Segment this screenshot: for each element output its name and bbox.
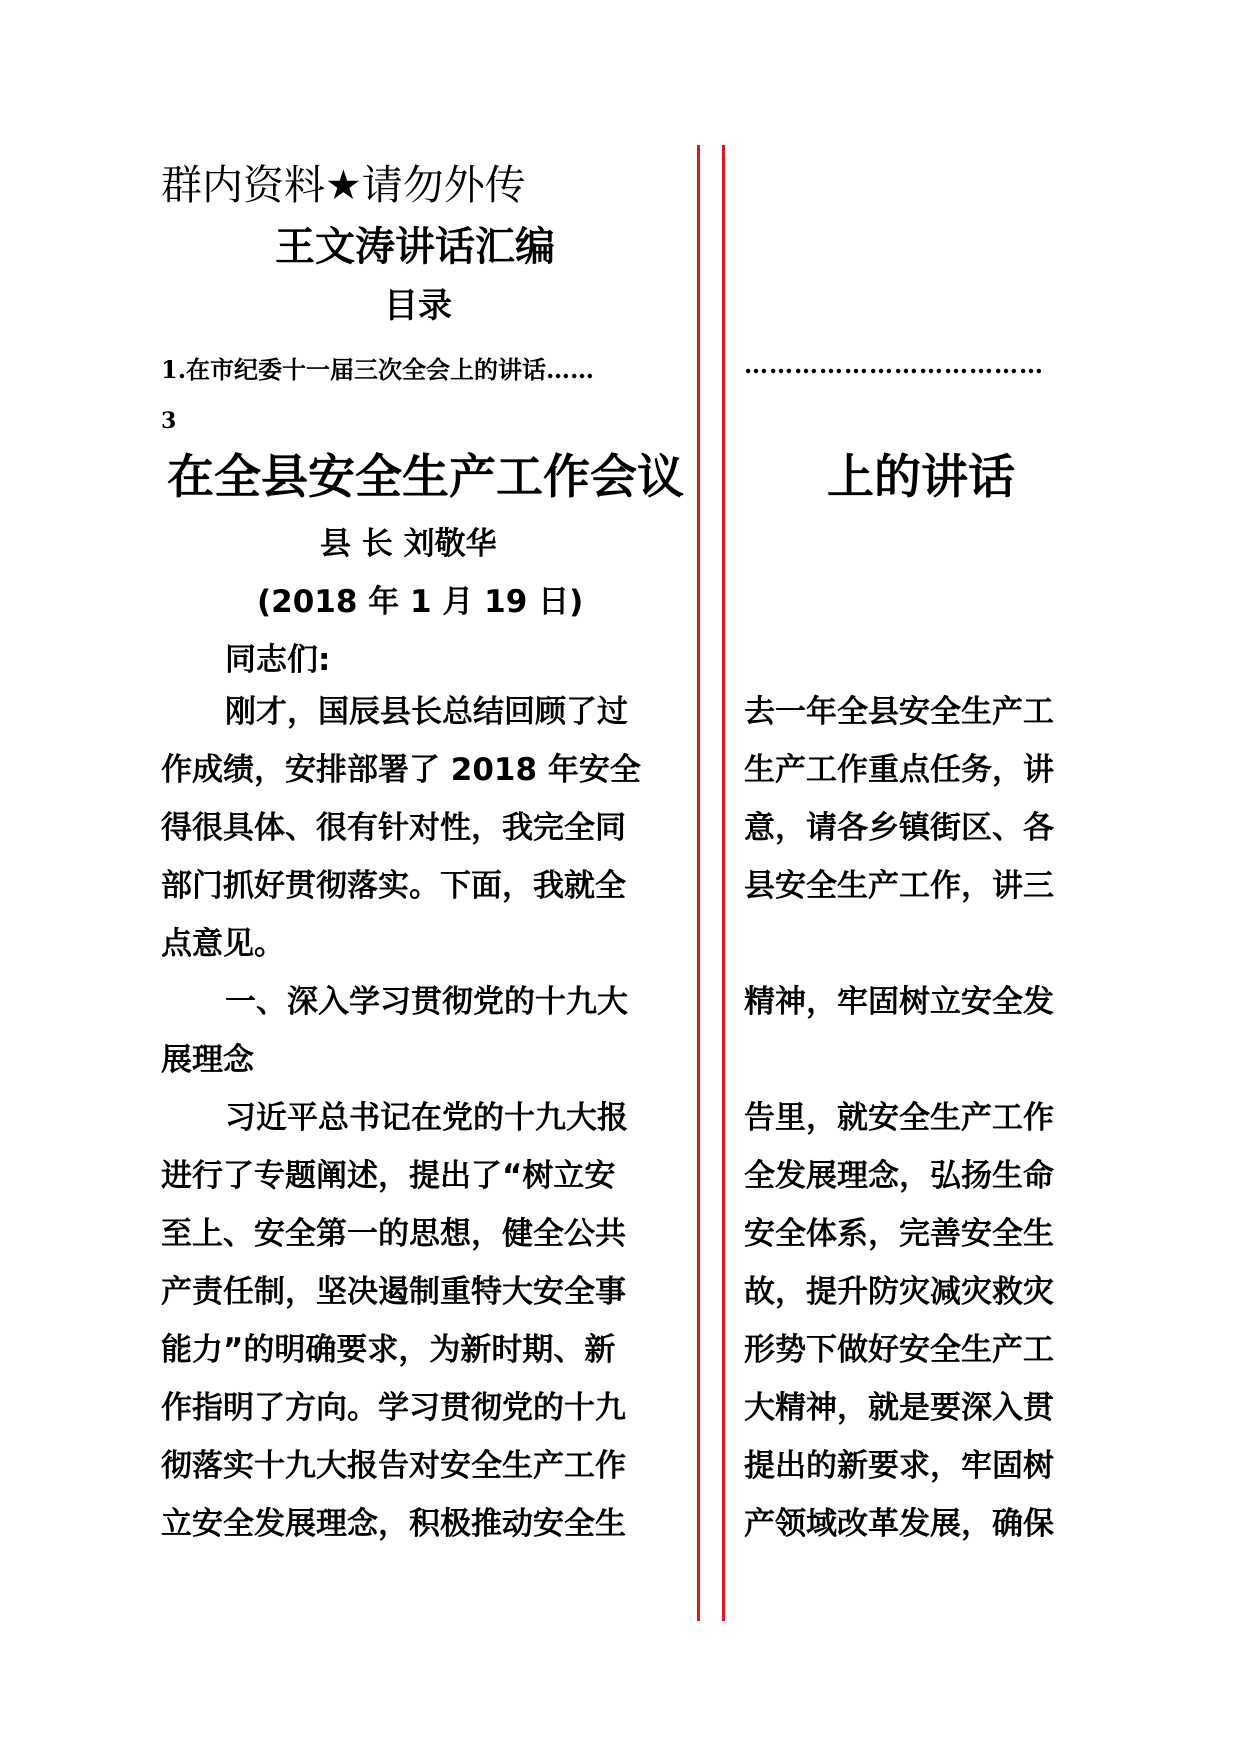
body-line: 作成绩，安排部署了 2018 年安全 — [161, 752, 641, 788]
column-divider-left — [697, 145, 700, 1621]
toc-heading: 目录 — [384, 286, 452, 326]
distribution-notice: 群内资料★请勿外传 — [161, 161, 526, 209]
body-line: 作指明了方向。学习贯彻党的十九 — [161, 1390, 626, 1426]
salutation: 同志们: — [225, 642, 331, 678]
section-heading-line: 展理念 — [161, 1042, 254, 1078]
speech-title-left: 在全县安全生产工作会议 — [167, 450, 684, 505]
section-heading-line: 一、深入学习贯彻党的十九大 — [225, 984, 628, 1020]
section-heading-line: 精神，牢固树立安全发 — [744, 984, 1054, 1020]
body-line: 产责任制，坚决遏制重特大安全事 — [161, 1274, 626, 1310]
toc-entry-1-page-number: 3 — [161, 408, 177, 434]
body-line-empty — [744, 915, 1164, 973]
body-line: 习近平总书记在党的十九大报 — [225, 1100, 628, 1136]
body-line: 部门抓好贯彻落实。下面，我就全 — [161, 868, 626, 904]
toc-entry-1[interactable]: 1.在市纪委十一届三次全会上的讲话…… — [161, 355, 595, 384]
body-line: 能力”的明确要求，为新时期、新 — [161, 1332, 616, 1368]
body-line: 告里，就安全生产工作 — [744, 1100, 1054, 1136]
document-title: 王文涛讲话汇编 — [275, 224, 555, 270]
body-line: 产领域改革发展，确保 — [744, 1506, 1054, 1542]
speech-date: (2018 年 1 月 19 日) — [257, 584, 584, 620]
body-line: 故，提升防灾减灾救灾 — [744, 1274, 1054, 1310]
body-line: 形势下做好安全生产工 — [744, 1332, 1054, 1368]
toc-entry-1-leader-dots: ……………………………… — [744, 350, 1044, 379]
body-line: 提出的新要求，牢固树 — [744, 1448, 1054, 1484]
body-line: 安全体系，完善安全生 — [744, 1216, 1054, 1252]
body-line: 进行了专题阐述，提出了“树立安 — [161, 1158, 616, 1194]
body-line: 刚才，国辰县长总结回顾了过 — [225, 694, 628, 730]
body-line: 大精神，就是要深入贯 — [744, 1390, 1054, 1426]
body-line: 立安全发展理念，积极推动安全生 — [161, 1506, 626, 1542]
speech-title-right: 上的讲话 — [827, 450, 1015, 505]
left-text-column — [161, 683, 681, 1553]
speaker-line: 县 长 刘敬华 — [320, 526, 497, 562]
body-line: 至上、安全第一的思想，健全公共 — [161, 1216, 626, 1252]
body-line: 点意见。 — [161, 926, 285, 962]
body-line: 意，请各乡镇街区、各 — [744, 810, 1054, 846]
right-text-column — [744, 683, 1164, 1553]
body-line: 全发展理念，弘扬生命 — [744, 1158, 1054, 1194]
body-line: 彻落实十九大报告对安全生产工作 — [161, 1448, 626, 1484]
body-line: 县安全生产工作，讲三 — [744, 868, 1054, 904]
column-divider-right — [722, 145, 725, 1621]
body-line: 生产工作重点任务，讲 — [744, 752, 1054, 788]
body-line: 得很具体、很有针对性，我完全同 — [161, 810, 626, 846]
body-line-empty — [744, 1031, 1164, 1089]
body-line: 去一年全县安全生产工 — [744, 694, 1054, 730]
